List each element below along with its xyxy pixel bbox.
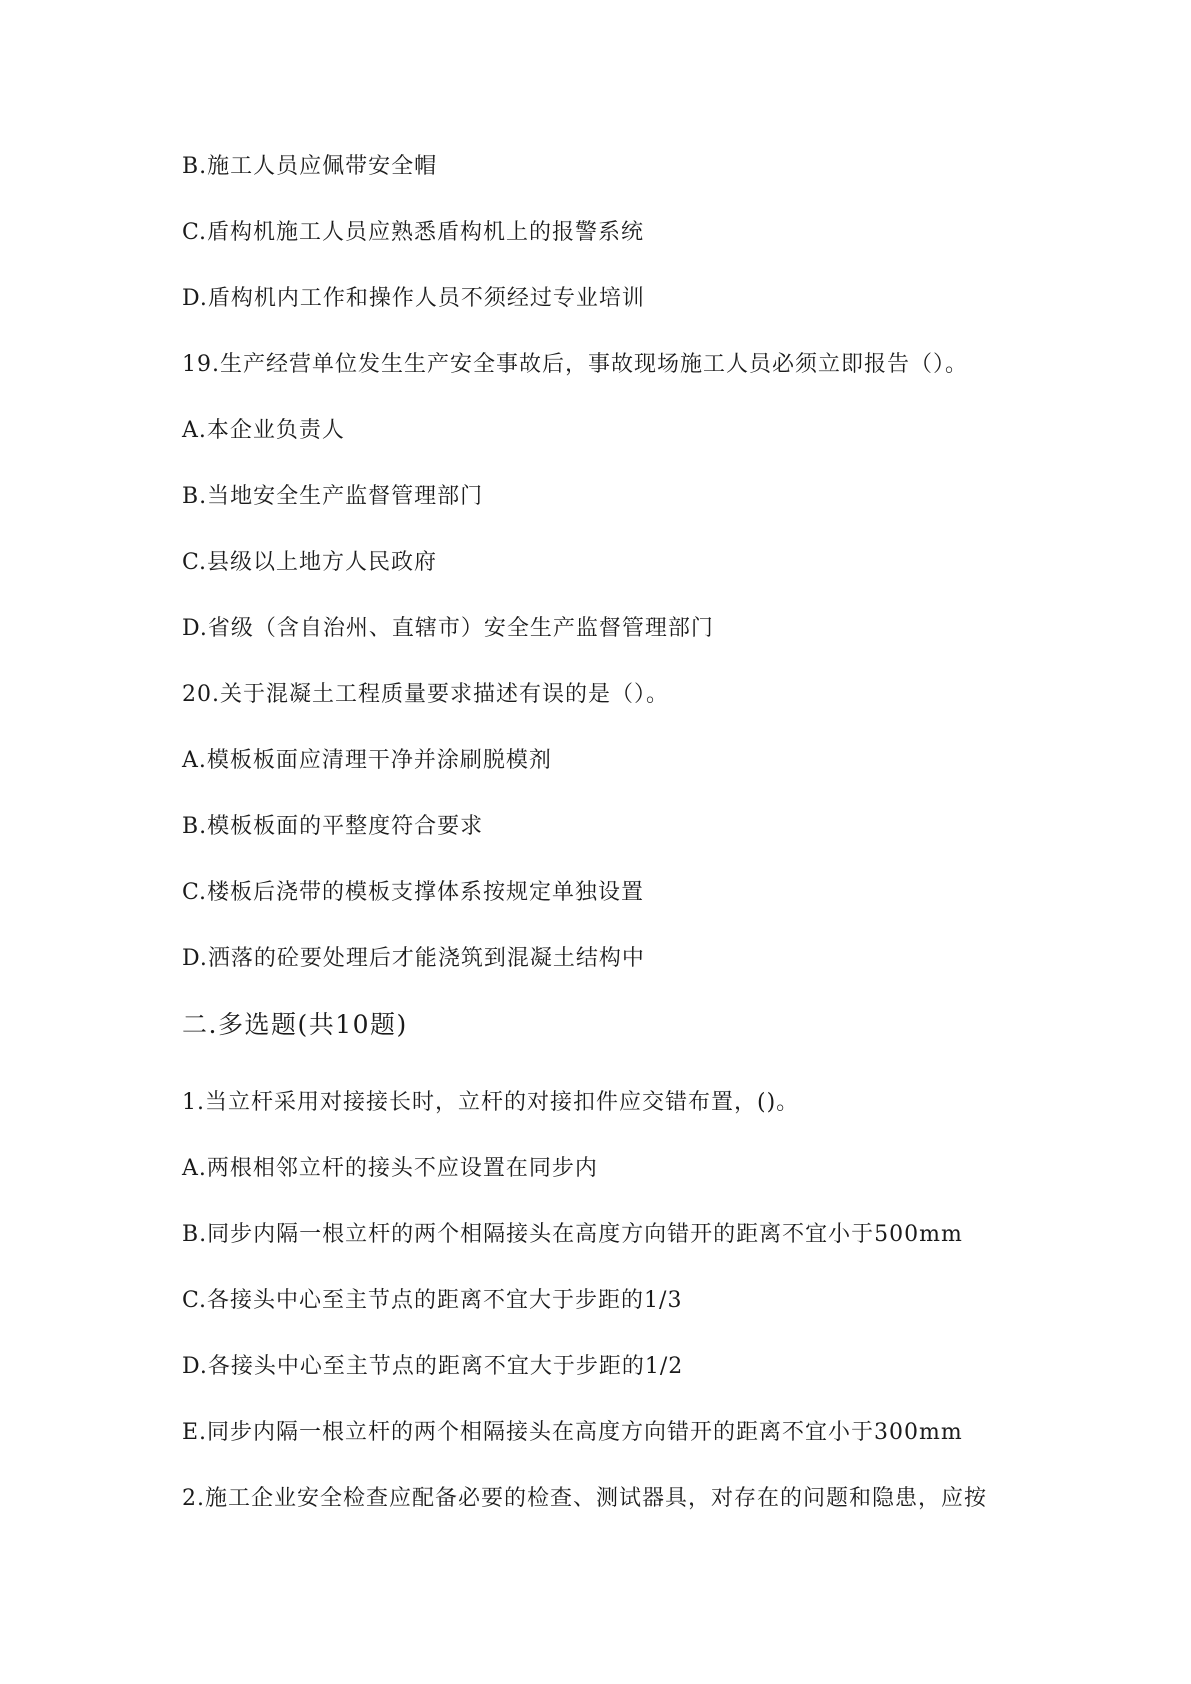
multi-question-2: 2.施工企业安全检查应配备必要的检查、测试器具，对存在的问题和隐患，应按 xyxy=(182,1486,987,1511)
option-d-q18: D.盾构机内工作和操作人员不须经过专业培训 xyxy=(182,286,645,311)
option-b-mq1: B.同步内隔一根立杆的两个相隔接头在高度方向错开的距离不宜小于500mm xyxy=(182,1222,963,1247)
question-19: 19.生产经营单位发生生产安全事故后，事故现场施工人员必须立即报告（）。 xyxy=(182,352,968,377)
multi-question-1: 1.当立杆采用对接接长时，立杆的对接扣件应交错布置，()。 xyxy=(182,1090,800,1115)
option-e-mq1: E.同步内隔一根立杆的两个相隔接头在高度方向错开的距离不宜小于300mm xyxy=(182,1420,963,1445)
section-heading-multiple-choice: 二.多选题(共10题) xyxy=(182,1010,408,1039)
option-d-q20: D.洒落的砼要处理后才能浇筑到混凝土结构中 xyxy=(182,946,645,971)
option-b-q20: B.模板板面的平整度符合要求 xyxy=(182,814,484,839)
option-d-mq1: D.各接头中心至主节点的距离不宜大于步距的1/2 xyxy=(182,1354,684,1379)
option-a-q20: A.模板板面应清理干净并涂刷脱模剂 xyxy=(182,748,552,773)
option-c-mq1: C.各接头中心至主节点的距离不宜大于步距的1/3 xyxy=(182,1288,683,1313)
option-b-q19: B.当地安全生产监督管理部门 xyxy=(182,484,484,509)
option-a-mq1: A.两根相邻立杆的接头不应设置在同步内 xyxy=(182,1156,598,1181)
option-d-q19: D.省级（含自治州、直辖市）安全生产监督管理部门 xyxy=(182,616,714,641)
option-a-q19: A.本企业负责人 xyxy=(182,418,345,443)
option-c-q18: C.盾构机施工人员应熟悉盾构机上的报警系统 xyxy=(182,220,645,245)
question-20: 20.关于混凝土工程质量要求描述有误的是（）。 xyxy=(182,682,669,707)
option-b-q18: B.施工人员应佩带安全帽 xyxy=(182,154,438,179)
option-c-q20: C.楼板后浇带的模板支撑体系按规定单独设置 xyxy=(182,880,645,905)
option-c-q19: C.县级以上地方人民政府 xyxy=(182,550,438,575)
